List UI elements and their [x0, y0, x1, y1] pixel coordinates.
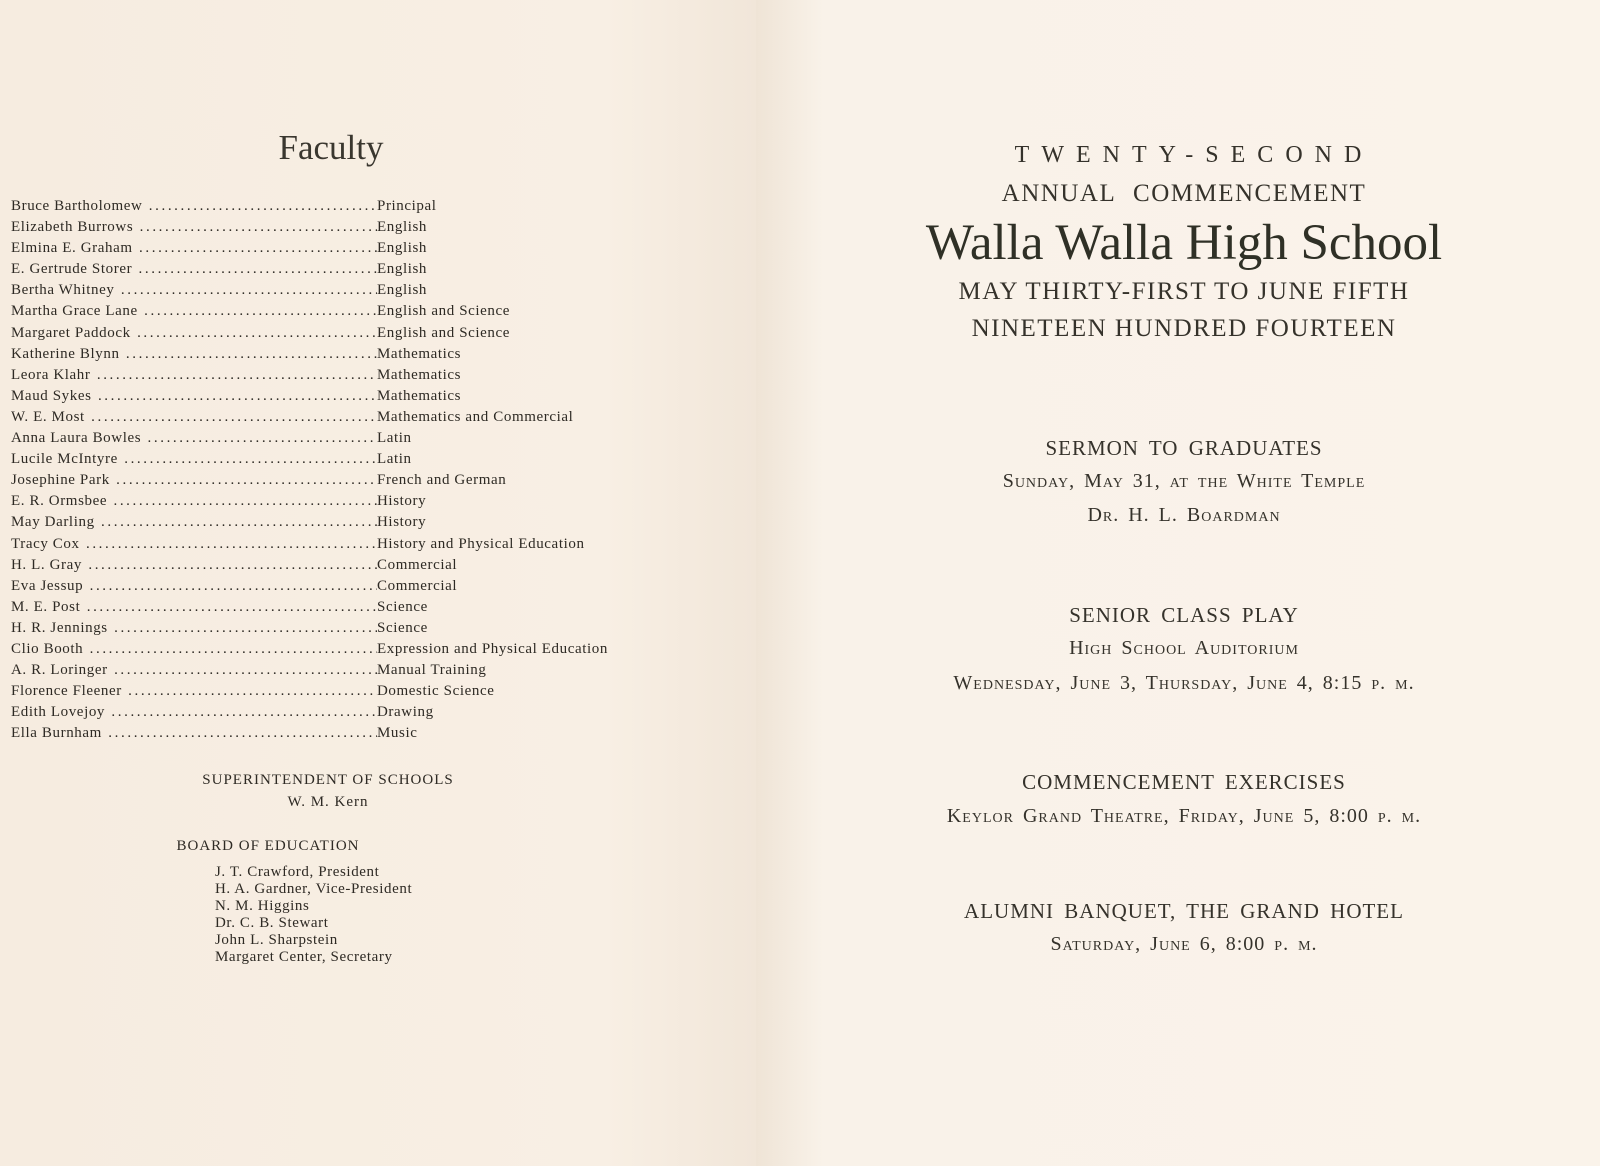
faculty-name: Josephine Park — [11, 472, 110, 489]
dot-leader — [118, 449, 377, 470]
dot-leader — [108, 618, 377, 639]
faculty-row — [11, 702, 671, 723]
faculty-subject: Drawing — [377, 704, 434, 721]
cover-dates: MAY THIRTY-FIRST TO JUNE FIFTH — [958, 278, 1410, 305]
faculty-row — [11, 723, 671, 744]
dot-leader — [110, 470, 377, 491]
board-member: Margaret Center, Secretary — [215, 949, 393, 965]
dot-leader — [142, 196, 377, 217]
school-name: Walla Walla High School — [925, 215, 1443, 271]
faculty-row — [11, 280, 671, 301]
faculty-row — [11, 618, 671, 639]
faculty-row — [11, 449, 671, 470]
event-detail: Saturday, June 6, 8:00 p. m. — [1050, 933, 1318, 955]
faculty-subject: Manual Training — [377, 662, 487, 679]
faculty-row — [11, 238, 671, 259]
faculty-row — [11, 428, 671, 449]
faculty-name: Margaret Paddock — [11, 324, 131, 341]
superintendent-heading: SUPERINTENDENT OF SCHOOLS — [202, 772, 454, 788]
faculty-subject: English — [377, 282, 428, 299]
faculty-name: E. Gertrude Storer — [11, 261, 133, 278]
dot-leader — [131, 323, 377, 344]
faculty-name: Elmina E. Graham — [11, 240, 133, 257]
faculty-subject: Mathematics — [377, 345, 462, 362]
faculty-row — [11, 196, 671, 217]
cover-ordinal: TWENTY-SECOND — [1014, 142, 1374, 168]
dot-leader — [141, 428, 377, 449]
faculty-subject: Science — [377, 619, 428, 636]
faculty-row — [11, 344, 671, 365]
faculty-row — [11, 534, 671, 555]
faculty-subject: English and Science — [377, 303, 511, 320]
faculty-row — [11, 512, 671, 533]
faculty-name: Elizabeth Burrows — [11, 219, 134, 236]
faculty-name: Katherine Blynn — [11, 345, 120, 362]
dot-leader — [105, 702, 377, 723]
faculty-subject: History — [377, 493, 427, 510]
faculty-name: Edith Lovejoy — [11, 704, 106, 721]
faculty-row — [11, 491, 671, 512]
dot-leader — [83, 576, 377, 597]
dot-leader — [95, 512, 377, 533]
faculty-subject: Mathematics — [377, 387, 462, 404]
faculty-subject: English and Science — [377, 324, 511, 341]
faculty-row — [11, 576, 671, 597]
cover-year: NINETEEN HUNDRED FOURTEEN — [971, 315, 1397, 342]
faculty-row — [11, 470, 671, 491]
faculty-subject: Latin — [377, 430, 412, 447]
faculty-name: M. E. Post — [11, 598, 81, 615]
faculty-subject: Commercial — [377, 577, 458, 594]
faculty-row — [11, 365, 671, 386]
event-title: SERMON TO GRADUATES — [1045, 436, 1323, 460]
dot-leader — [115, 280, 377, 301]
dot-leader — [90, 365, 377, 386]
cover-subtitle: ANNUAL COMMENCEMENT — [1001, 180, 1367, 207]
faculty-name: A. R. Loringer — [11, 662, 108, 679]
faculty-subject: Mathematics and Commercial — [377, 408, 574, 425]
event-detail: High School Auditorium — [1069, 637, 1299, 659]
faculty-name: Maud Sykes — [11, 387, 92, 404]
faculty-row — [11, 323, 671, 344]
faculty-subject: Expression and Physical Education — [377, 640, 609, 657]
dot-leader — [133, 238, 377, 259]
event-title: SENIOR CLASS PLAY — [1069, 603, 1299, 627]
dot-leader — [133, 217, 377, 238]
faculty-subject: Music — [377, 725, 418, 742]
board-member: J. T. Crawford, President — [215, 864, 380, 880]
faculty-subject: Principal — [377, 198, 437, 214]
faculty-row — [11, 259, 671, 280]
left-page — [0, 0, 756, 1166]
dot-leader — [107, 491, 377, 512]
board-member: Dr. C. B. Stewart — [215, 915, 329, 931]
faculty-subject: English — [377, 240, 428, 257]
dot-leader — [80, 597, 377, 618]
faculty-subject: History — [377, 514, 427, 531]
faculty-name: H. L. Gray — [11, 556, 82, 573]
faculty-subject: Commercial — [377, 556, 458, 573]
faculty-subject: French and German — [377, 472, 507, 489]
faculty-subject: History and Physical Education — [377, 535, 585, 552]
faculty-subject: English — [377, 261, 428, 278]
dot-leader — [108, 660, 377, 681]
board-heading: BOARD OF EDUCATION — [176, 838, 360, 854]
faculty-row — [11, 597, 671, 618]
dot-leader — [82, 555, 377, 576]
superintendent-name: W. M. Kern — [287, 794, 369, 810]
faculty-name: E. R. Ormsbee — [11, 493, 108, 510]
event-detail: Keylor Grand Theatre, Friday, June 5, 8:00 p. m. — [946, 805, 1422, 827]
faculty-name: Bruce Bartholomew — [11, 198, 143, 214]
dot-leader — [132, 259, 377, 280]
faculty-row — [11, 301, 671, 322]
faculty-name: May Darling — [11, 514, 95, 531]
faculty-row — [11, 555, 671, 576]
faculty-name: Ella Burnham — [11, 725, 102, 742]
board-member: John L. Sharpstein — [215, 932, 338, 948]
board-member: N. M. Higgins — [215, 898, 310, 914]
faculty-row — [11, 386, 671, 407]
faculty-name: Bertha Whitney — [11, 282, 115, 299]
faculty-subject: Latin — [377, 451, 412, 468]
dot-leader — [83, 639, 377, 660]
faculty-name: Florence Fleener — [11, 683, 122, 700]
dot-leader — [120, 344, 377, 365]
event-detail: Dr. H. L. Boardman — [1087, 504, 1281, 526]
event-detail: Wednesday, June 3, Thursday, June 4, 8:15 p. m. — [953, 672, 1415, 694]
board-members — [215, 864, 412, 966]
faculty-name: Anna Laura Bowles — [11, 430, 142, 447]
faculty-row — [11, 660, 671, 681]
dot-leader — [85, 407, 377, 428]
dot-leader — [122, 681, 377, 702]
faculty-row — [11, 407, 671, 428]
board-member: H. A. Gardner, Vice-President — [215, 881, 413, 897]
faculty-name: Martha Grace Lane — [11, 303, 138, 320]
dot-leader — [92, 386, 377, 407]
event-title: ALUMNI BANQUET, THE GRAND HOTEL — [964, 899, 1404, 923]
dot-leader — [102, 723, 377, 744]
faculty-list — [11, 196, 671, 744]
right-page — [756, 0, 1600, 1166]
faculty-name: Tracy Cox — [11, 535, 80, 552]
faculty-name: W. E. Most — [11, 408, 85, 425]
faculty-row — [11, 217, 671, 238]
faculty-subject: Science — [377, 598, 428, 615]
faculty-subject: Mathematics — [377, 366, 462, 383]
faculty-name: Clio Booth — [11, 640, 84, 657]
dot-leader — [138, 301, 377, 322]
faculty-name: Eva Jessup — [11, 577, 84, 594]
faculty-row — [11, 681, 671, 702]
faculty-subject: Domestic Science — [377, 683, 495, 700]
faculty-title: Faculty — [278, 128, 384, 167]
event-title: COMMENCEMENT EXERCISES — [1022, 770, 1346, 794]
faculty-name: Leora Klahr — [11, 366, 91, 383]
faculty-row — [11, 639, 671, 660]
dot-leader — [80, 534, 377, 555]
faculty-name: Lucile McIntyre — [11, 451, 118, 468]
event-detail: Sunday, May 31, at the White Temple — [1002, 470, 1366, 492]
faculty-subject: English — [377, 219, 428, 236]
faculty-name: H. R. Jennings — [11, 619, 108, 636]
